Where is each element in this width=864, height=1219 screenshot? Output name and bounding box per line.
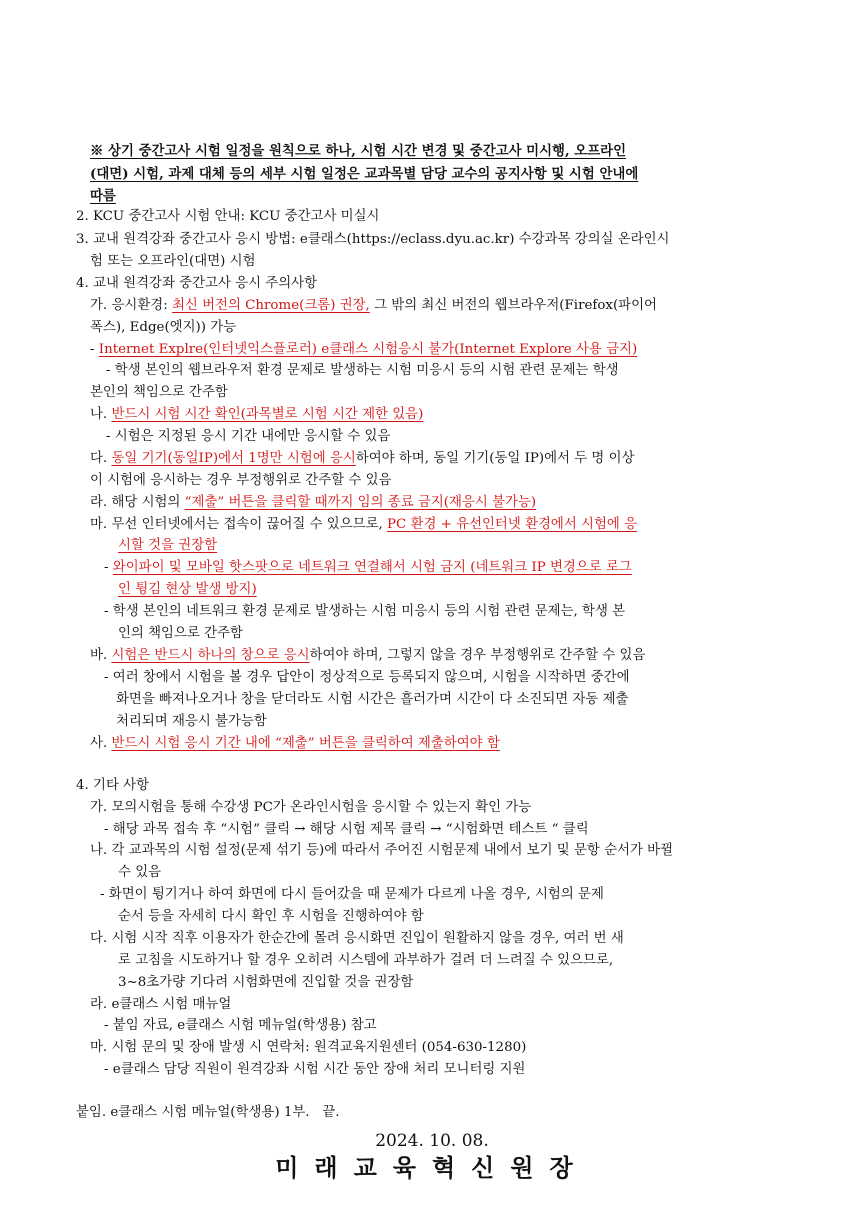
time-check-text: 반드시 시험 시간 확인(과목별로 시험 시간 제한 있음) — [111, 407, 424, 422]
item-ga-environment: 가. 응시환경: 최신 버전의 Chrome(크롬) 권장, 그 밖의 최신 버전의 웹브라우저(Firefox(파이어 — [90, 298, 657, 313]
other-ga-2: - 해당 과목 접속 후 “시험” 클릭 → 해당 시험 제목 클릭 → “시험화면 테스트 “ 클릭 — [104, 822, 589, 837]
section-4-title: 4. 교내 원격강좌 중간고사 응시 주의사항 — [76, 276, 318, 291]
ie-prohibited-line: - Internet Explre(인터넷익스플로러) e클래스 시험응시 불가(Internet Explore 사용 금지) — [90, 342, 638, 357]
other-ma-1: 마. 시험 문의 및 장애 발생 시 연락처: 원격교육지원센터 (054-630-1280) — [90, 1040, 527, 1055]
section-3-line-2: 험 또는 오프라인(대면) 시험 — [90, 254, 256, 269]
other-ma-2: - e클래스 담당 직원이 원격강좌 시험 시간 동안 장애 처리 모니터링 지원 — [104, 1062, 526, 1077]
same-ip-text: 동일 기기(동일IP)에서 1명만 시험에 응시 — [111, 451, 356, 466]
wired-recommend-text: PC 환경 + 유선인터넷 환경에서 시험에 응 — [387, 517, 638, 532]
item-da: 다. 동일 기기(동일IP)에서 1명만 시험에 응시하여야 하며, 동일 기기(동일 IP)에서 두 명 이상 — [90, 451, 635, 466]
other-na-2: 수 있음 — [118, 865, 162, 880]
submit-deadline-text: 반드시 시험 응시 기간 내에 “제출” 버튼을 클릭하여 제출하여야 함 — [111, 736, 500, 751]
notice-line-2: (대면) 시험, 과제 대체 등의 세부 시험 일정은 교과목별 담당 교수의 공지사항 및 시험 안내에 — [90, 166, 639, 182]
wifi-prohibited-line: - 와이파이 및 모바일 핫스팟으로 네트워크 연결해서 시험 금지 (네트워크 IP 변경으로 로그 — [104, 560, 632, 575]
wired-recommend-text-2: 시할 것을 권장함 — [118, 538, 218, 553]
item-ba-sub-3: 처리되며 재응시 불가능함 — [116, 714, 267, 729]
section-2-kcu: 2. KCU 중간고사 시험 안내: KCU 중간고사 미실시 — [76, 209, 380, 224]
chrome-recommend-text: 최신 버전의 Chrome(크롬) 권장, — [171, 298, 370, 313]
wifi-prohibited-text: 와이파이 및 모바일 핫스팟으로 네트워크 연결해서 시험 금지 (네트워크 IP 변경으로 로그 — [112, 560, 632, 575]
wifi-prohibited-text-2: 인 튕김 현상 발생 방지) — [118, 582, 257, 597]
submit-button-warning: “제출” 버튼을 클릭할 때까지 임의 종료 금지(재응시 불가능) — [184, 495, 537, 510]
other-na-3: - 화면이 튕기거나 하여 화면에 다시 들어갔을 때 문제가 다르게 나올 경우, 시험의 문제 — [100, 887, 604, 902]
other-ra-2: - 붙임 자료, e클래스 시험 메뉴얼(학생용) 참고 — [104, 1018, 377, 1033]
single-window-text: 시험은 반드시 하나의 창으로 응시 — [111, 648, 310, 663]
document-date: 2024. 10. 08. — [375, 1131, 489, 1151]
network-responsibility-1: - 학생 본인의 네트워크 환경 문제로 발생하는 시험 미응시 등의 시험 관련 문제는, 학생 본 — [104, 604, 626, 619]
other-ra-1: 라. e클래스 시험 매뉴얼 — [90, 997, 232, 1012]
item-na: 나. 반드시 시험 시간 확인(과목별로 시험 시간 제한 있음) — [90, 407, 424, 422]
other-da-1: 다. 시험 시작 직후 이용자가 한순간에 몰려 응시화면 진입이 원활하지 않을 경우, 여러 번 새 — [90, 931, 624, 946]
item-ra: 라. 해당 시험의 “제출” 버튼을 클릭할 때까지 임의 종료 금지(재응시 불가능) — [90, 495, 537, 510]
item-sa: 사. 반드시 시험 응시 기간 내에 “제출” 버튼을 클릭하여 제출하여야 함 — [90, 736, 500, 751]
other-da-2: 로 고침을 시도하거나 할 경우 오히려 시스템에 과부하가 걸려 더 느려질 수 있으므로, — [118, 953, 614, 968]
notice-line-1: ※ 상기 중간고사 시험 일정을 원칙으로 하나, 시험 시간 변경 및 중간고사 미시행, 오프라인 — [90, 143, 627, 159]
other-ga-1: 가. 모의시험을 통해 수강생 PC가 온라인시험을 응시할 수 있는지 확인 가능 — [90, 800, 532, 815]
ie-prohibited-text: Internet Explre(인터넷익스플로러) e클래스 시험응시 불가(Internet Explore 사용 금지) — [98, 342, 638, 357]
other-na-1: 나. 각 교과목의 시험 설정(문제 섞기 등)에 따라서 주어진 시험문제 내에서 보기 및 문항 순서가 바뀔 — [90, 843, 674, 858]
other-na-4: 순서 등을 자세히 다시 확인 후 시험을 진행하여야 함 — [118, 909, 424, 924]
browser-responsibility-1: - 학생 본인의 웹브라우저 환경 문제로 발생하는 시험 미응시 등의 시험 관련 문제는 학생 — [106, 363, 619, 378]
other-da-3: 3~8초가량 기다려 시험화면에 진입할 것을 권장함 — [118, 975, 414, 990]
attachment-note: 붙임. e클래스 시험 메뉴얼(학생용) 1부. 끝. — [76, 1105, 340, 1120]
item-ba-sub-1: - 여러 창에서 시험을 볼 경우 답안이 정상적으로 등록되지 않으며, 시험을 시작하면 중간에 — [104, 670, 630, 685]
item-da-line-2: 이 시험에 응시하는 경우 부정행위로 간주할 수 있음 — [90, 473, 392, 488]
item-ga-line-2: 폭스), Edge(엣지)) 가능 — [90, 320, 237, 335]
browser-responsibility-2: 본인의 책임으로 간주함 — [90, 385, 228, 400]
notice-line-3: 따름 — [90, 188, 116, 204]
issuer-signature: 미래교육혁신원장 — [275, 1153, 589, 1182]
item-na-sub: - 시험은 지정된 응시 기간 내에만 응시할 수 있음 — [106, 429, 391, 444]
item-ma: 마. 무선 인터넷에서는 접속이 끊어질 수 있으므로, PC 환경 + 유선인터넷 환경에서 시험에 응 — [90, 517, 638, 532]
item-ba-sub-2: 화면을 빠져나오거나 창을 닫더라도 시험 시간은 흘러가며 시간이 다 소진되면 자동 제출 — [116, 692, 629, 707]
network-responsibility-2: 인의 책임으로 간주함 — [118, 626, 243, 641]
item-ba: 바. 시험은 반드시 하나의 창으로 응시하여야 하며, 그렇지 않을 경우 부정행위로 간주할 수 있음 — [90, 648, 646, 663]
section-other-title: 4. 기타 사항 — [76, 778, 150, 793]
section-3-line-1: 3. 교내 원격강좌 중간고사 응시 방법: e클래스(https://eclass.dyu.ac.kr) 수강과목 강의실 온라인시 — [76, 232, 670, 247]
